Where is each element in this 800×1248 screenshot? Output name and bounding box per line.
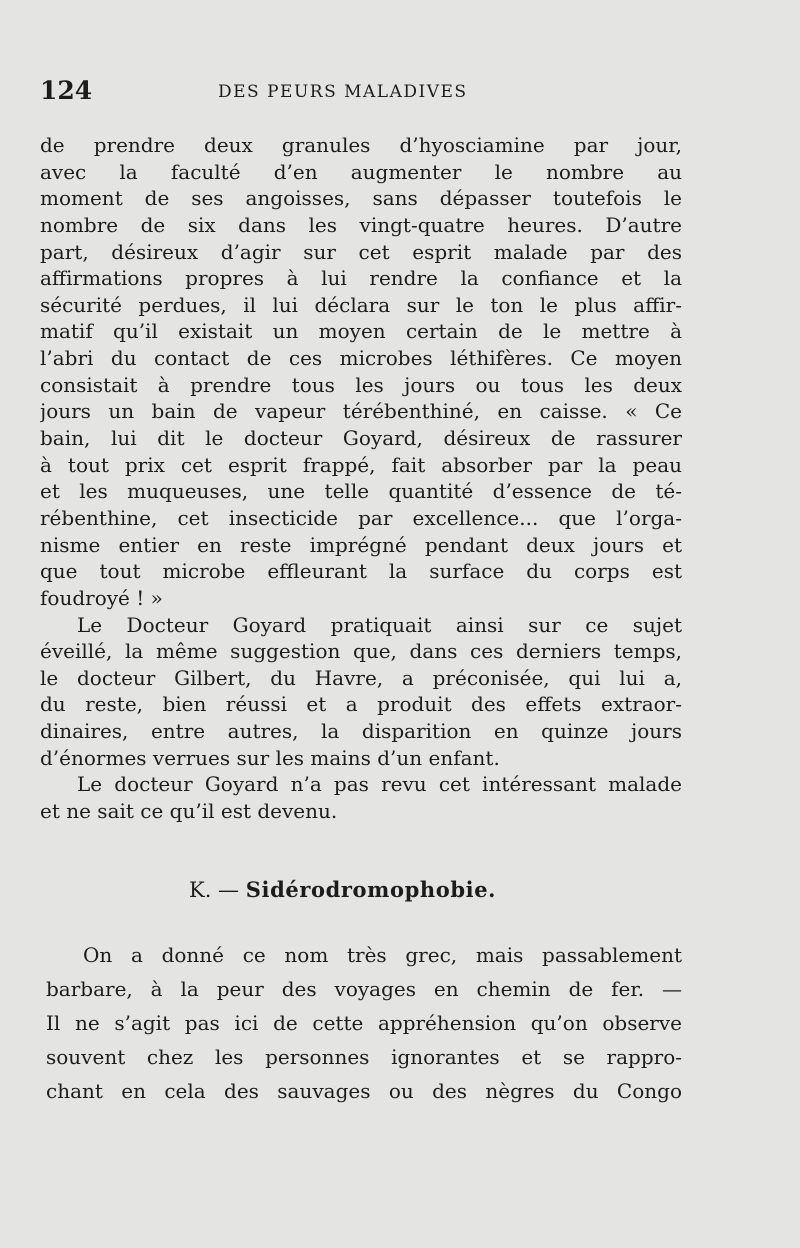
text-line: rébenthine, cet insecticide par excellence... que l’orga- xyxy=(40,505,682,530)
text-line: On a donné ce nom très grec, mais passablement xyxy=(83,943,682,967)
page-header xyxy=(40,76,690,108)
section-title: Sidérodromophobie. xyxy=(245,877,497,902)
text-line: et ne sait ce qu’il est devenu. xyxy=(40,799,338,824)
text-line: de prendre deux granules d’hyosciamine par jour, xyxy=(40,133,682,157)
text-line: Le Docteur Goyard pratiquait ainsi sur ce sujet xyxy=(77,612,682,637)
paragraph xyxy=(40,132,682,612)
text-line: l’abri du contact de ces microbes léthifères. Ce moyen xyxy=(40,346,682,371)
text-line: que tout microbe effleurant la surface du corps est xyxy=(40,559,682,584)
body-text xyxy=(40,132,682,825)
text-line: foudroyé ! » xyxy=(40,585,163,610)
text-line: du reste, bien réussi et a produit des effets extraor- xyxy=(40,692,682,717)
text-line: affirmations propres à lui rendre la confiance et la xyxy=(40,266,682,291)
text-line: à tout prix cet esprit frappé, fait absorber par la peau xyxy=(40,452,682,477)
text-line: souvent chez les personnes ignorantes et se rappro- xyxy=(46,1045,682,1069)
text-line: et les muqueuses, une telle quantité d’essence de té- xyxy=(40,479,682,504)
text-line: barbare, à la peur des voyages en chemin de fer. — xyxy=(46,977,682,1001)
text-line: avec la faculté d’en augmenter le nombre au xyxy=(40,159,682,184)
text-line: Le docteur Goyard n’a pas revu cet intéressant malade xyxy=(77,772,682,797)
text-line: moment de ses angoisses, sans dépasser toutefois le xyxy=(40,186,682,211)
page-number: 124 xyxy=(40,76,93,105)
text-line: dinaires, entre autres, la disparition en quinze jours xyxy=(40,719,682,744)
text-line: bain, lui dit le docteur Goyard, désireux de rassurer xyxy=(40,426,682,451)
text-line: nisme entier en reste imprégné pendant deux jours et xyxy=(40,532,682,557)
running-title: DES PEURS MALADIVES xyxy=(218,82,468,102)
section-body-text xyxy=(46,938,682,1108)
text-line: part, désireux d’agir sur cet esprit malade par des xyxy=(40,239,682,264)
text-line: matif qu’il existait un moyen certain de le mettre à xyxy=(40,319,682,344)
text-line: Il ne s’agit pas ici de cette appréhension qu’on observe xyxy=(46,1011,682,1035)
section-label: K. — xyxy=(189,878,240,902)
text-line: le docteur Gilbert, du Havre, a préconisée, qui lui a, xyxy=(40,665,682,690)
paragraph xyxy=(40,612,682,772)
text-line: d’énormes verrues sur les mains d’un enfant. xyxy=(40,745,500,770)
text-line: chant en cela des sauvages ou des nègres du Congo xyxy=(46,1079,682,1103)
section-heading xyxy=(189,877,496,902)
text-line: sécurité perdues, il lui déclara sur le ton le plus affir- xyxy=(40,292,682,317)
text-line: nombre de six dans les vingt-quatre heures. D’autre xyxy=(40,212,682,237)
text-line: consistait à prendre tous les jours ou tous les deux xyxy=(40,372,682,397)
paragraph xyxy=(40,771,682,824)
text-line: éveillé, la même suggestion que, dans ces derniers temps, xyxy=(40,639,682,664)
text-line: jours un bain de vapeur térébenthiné, en caisse. « Ce xyxy=(40,399,682,424)
